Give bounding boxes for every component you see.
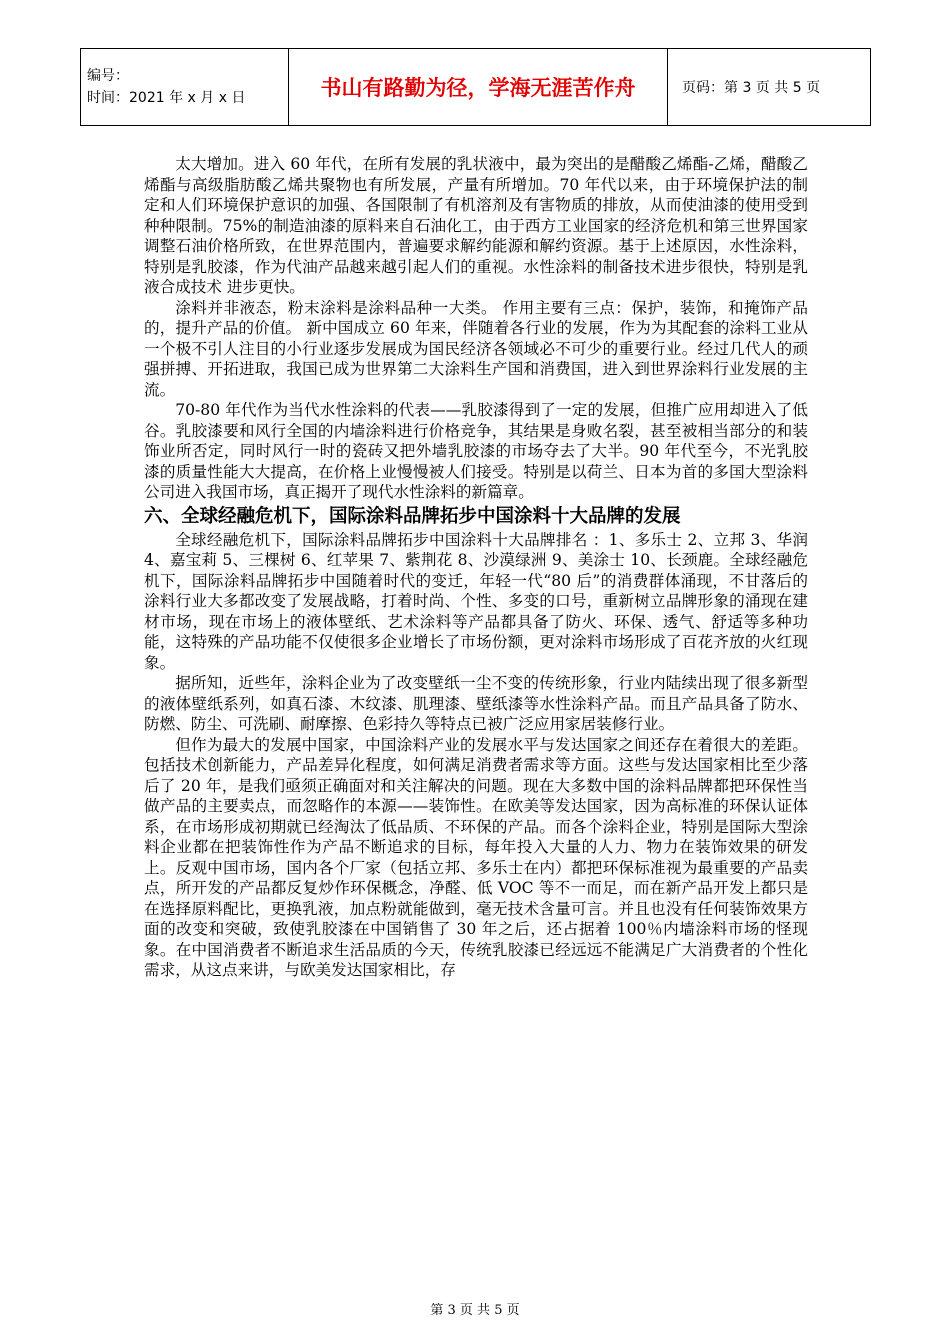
section-heading: 六、全球经融危机下，国际涂料品牌拓步中国涂料十大品牌的发展 [144,505,681,527]
header-motto: 书山有路勤为径，学海无涯苦作舟 [289,49,668,126]
page-footer: 第 3 页 共 5 页 [430,1303,520,1318]
page-header [80,48,871,126]
document-date: 时间：2021 年 x 月 x 日 [87,90,246,106]
document-body [144,154,808,981]
document-number-label: 编号： [87,68,129,84]
paragraph: 70-80 年代作为当代水性涂料的代表——乳胶漆得到了一定的发展，但推广应用却进入了低谷。乳胶漆要和风行全国的内墙涂料进行价格竞争，其结果是身败名裂，甚至被相当部分的和装饰业所否定，同时风行一时的瓷砖又把外墙乳胶漆的市场夺去了大半。90 年代至今，不光乳胶漆的质量性能大大提高，在价格上业慢慢被人们接受。特别是以荷兰、日本为首的多国大型涂料公司进入我国市场，真正揭开了现代水性涂料的新篇章。 [144,401,808,501]
paragraph: 但作为最大的发展中国家，中国涂料产业的发展水平与发达国家之间还存在着很大的差距。包括技术创新能力，产品差异化程度，如何满足消费者需求等方面。这些与发达国家相比至少落后了 20 年，是我们亟须正确面对和关注解决的问题。现在大多数中国的涂料品牌都把环保性当做产品的主要卖点，而忽略作的本源——装饰性。在欧美等发达国家，因为高标准的环保认证体系，在市场形成初期就已经淘汰了低品质、不环保的产品。而各个涂料企业，特别是国际大型涂料企业都在把装饰性作为产品不断追求的目标，每年投入大量的人力、物力在装饰效果的研发上。反观中国市场，国内各个厂家（包括立邦、多乐士在内）都把环保标准视为最重要的产品卖点，所开发的产品都反复炒作环保概念，净醛、低 VOC 等不一而足，而在新产品开发上都只是在选择原料配比，更换乳液，加点粉就能做到，毫无技术含量可言。并且也没有任何装饰效果方面的改变和突破，致使乳胶漆在中国销售了 30 年之后，还占据着 100％内墙涂料市场的怪现象。在中国消费者不断追求生活品质的今天，传统乳胶漆已经远远不能满足广大消费者的个性化需求，从这点来讲，与欧美发达国家相比，存 [144,735,808,979]
paragraph: 涂料并非液态，粉末涂料是涂料品种一大类。 作用主要有三点：保护，装饰，和掩饰产品的，提升产品的价值。 新中国成立 60 年来，伴随着各行业的发展，作为为其配套的涂料工业从一个极不引人注目的小行业逐步发展成为国民经济各领域必不可少的重要行业。经过几代人的顽强拼搏、开拓进取，我国已成为世界第二大涂料生产国和消费国，进入到世界涂料行业发展的主流。 [144,298,808,399]
paragraph: 据所知，近些年，涂料企业为了改变壁纸一尘不变的传统形象，行业内陆续出现了很多新型的液体壁纸系列，如真石漆、木纹漆、肌理漆、壁纸漆等水性涂料产品。而且产品具备了防水、防燃、防尘、可洗刷、耐摩擦、色彩持久等特点已被广泛应用家居装修行业。 [144,674,808,733]
paragraph: 太大增加。进入 60 年代，在所有发展的乳状液中，最为突出的是醋酸乙烯酯-乙烯，醋酸乙烯酯与高级脂肪酸乙烯共聚物也有所发展，产量有所增加。70 年代以来，由于环境保护法的制定和人们环境保护意识的加强、各国限制了有机溶剂及有害物质的排放，从而使油漆的使用受到种种限制。75%的制造油漆的原料来自石油化工，由于西方工业国家的经济危机和第三世界国家调整石油价格所致，在世界范围内，普遍要求解约能源和解约资源。基于上述原因，水性涂料，特别是乳胶漆，作为代油产品越来越引起人们的重视。水性涂料的制备技术进步很快，特别是乳液合成技术 进步更快。 [144,155,808,296]
header-meta [81,49,289,126]
paragraph: 全球经融危机下，国际涂料品牌拓步中国涂料十大品牌排名 ：1、多乐士 2、立邦 3、华润 4、嘉宝莉 5、三棵树 6、红苹果 7、紫荆花 8、沙漠绿洲 9、美涂士 10、长颈鹿。全球经融危机下，国际涂料品牌拓步中国随着时代的变迁，年轻一代“80 后”的消费群体涌现，不甘落后的涂料行业大多都改变了发展战略，打着时尚、个性、多变的口号，重新树立品牌形象的涌现在建材市场，现在市场上的液体壁纸、艺术涂料等产品都具备了防火、环保、透气、舒适等多种功能，这特殊的产品功能不仅使很多企业增长了市场份额，更对涂料市场形成了百花齐放的火红现象。 [144,530,808,672]
header-page-info: 页码：第 3 页 共 5 页 [668,49,871,126]
